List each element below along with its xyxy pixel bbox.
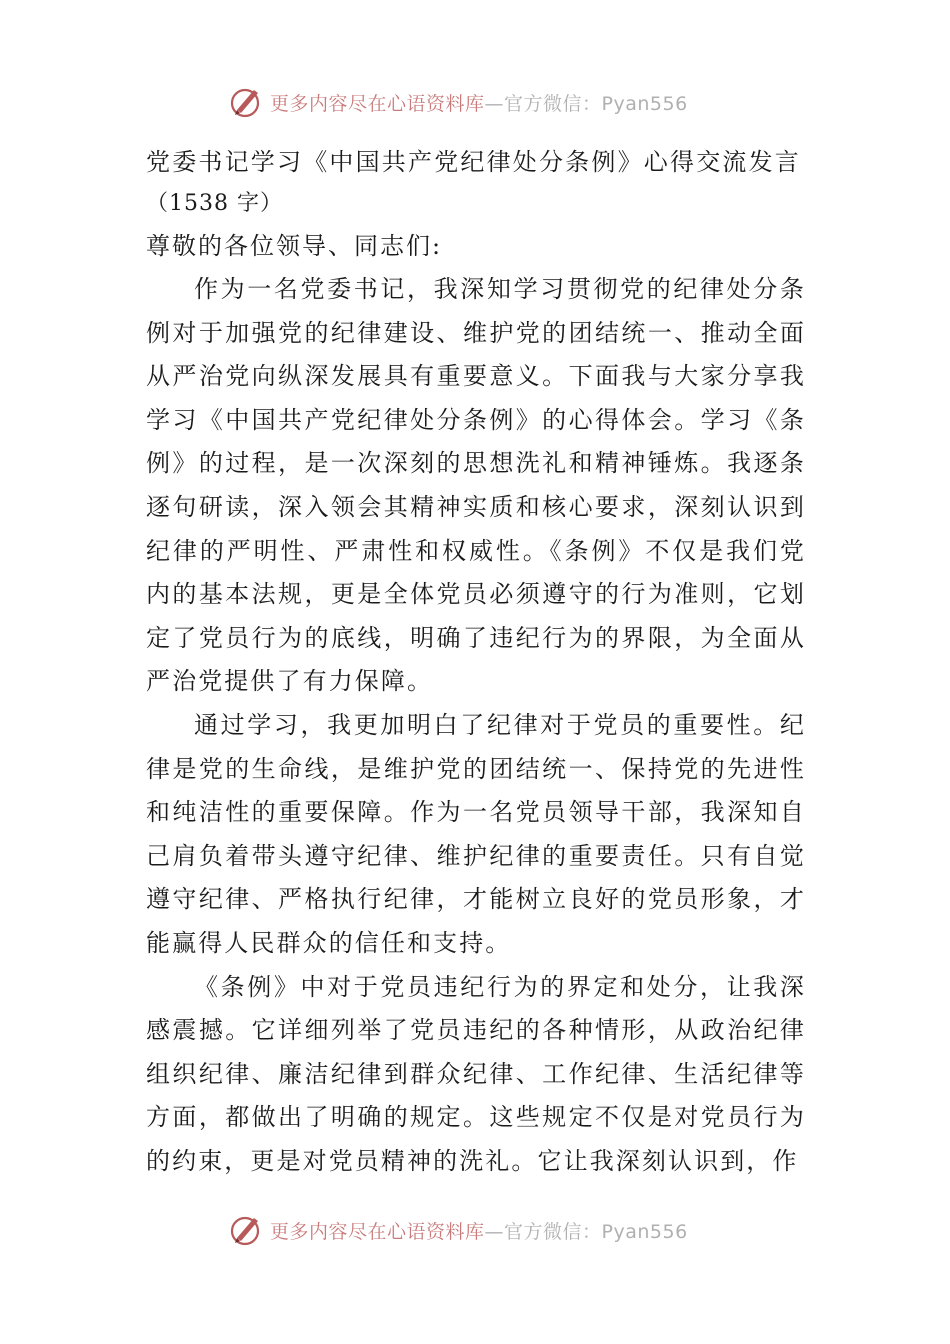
watermark-wechat: —官方微信：Pyan556 — [484, 1220, 688, 1243]
word-count: （1538 字） — [146, 191, 283, 216]
header-watermark — [228, 82, 728, 122]
watermark-wechat: —官方微信：Pyan556 — [484, 92, 688, 115]
paragraph: 作为一名党委书记，我深知学习贯彻党的纪律处分条例对于加强党的纪律建设、维护党的团结统一、推动全面从严治党向纵深发展具有重要意义。下面我与大家分享我学习《中国共产党纪律处分条例》的心得体会。学习《条例》的过程，是一次深刻的思想洗礼和精神锤炼。我逐条逐句研读，深入领会其精神实质和核心要求，深刻认识到纪律的严明性、严肃性和权威性。《条例》不仅是我们党内的基本法规，更是全体党员必须遵守的行为准则，它划定了党员行为的底线，明确了违纪行为的界限，为全面从严治党提供了有力保障。 — [146, 275, 806, 696]
watermark-text — [270, 89, 688, 116]
paragraph: 通过学习，我更加明白了纪律对于党员的重要性。纪律是党的生命线，是维护党的团结统一、保持党的先进性和纯洁性的重要保障。作为一名党员领导干部，我深知自己肩负着带头遵守纪律、维护纪律的重要责任。只有自觉遵守纪律、严格执行纪律，才能树立良好的党员形象，才能赢得人民群众的信任和支持。 — [146, 710, 806, 957]
document-body — [146, 140, 806, 1183]
greeting: 尊敬的各位领导、同志们: — [146, 232, 443, 260]
watermark-brand: 更多内容尽在心语资料库 — [270, 92, 485, 115]
document-title: 党委书记学习《中国共产党纪律处分条例》心得交流发言 — [146, 148, 801, 176]
watermark-brand: 更多内容尽在心语资料库 — [270, 1220, 485, 1243]
paragraph: 《条例》中对于党员违纪行为的界定和处分，让我深感震撼。它详细列举了党员违纪的各种情形，从政治纪律组织纪律、廉洁纪律到群众纪律、工作纪律、生活纪律等方面，都做出了明确的规定。这些规定不仅是对党员行为的约束，更是对党员精神的洗礼。它让我深刻认识到，作 — [146, 972, 806, 1175]
pen-logo-icon — [228, 1212, 264, 1248]
pen-logo-icon — [228, 84, 264, 120]
watermark-text — [270, 1217, 688, 1244]
footer-watermark — [228, 1210, 728, 1250]
